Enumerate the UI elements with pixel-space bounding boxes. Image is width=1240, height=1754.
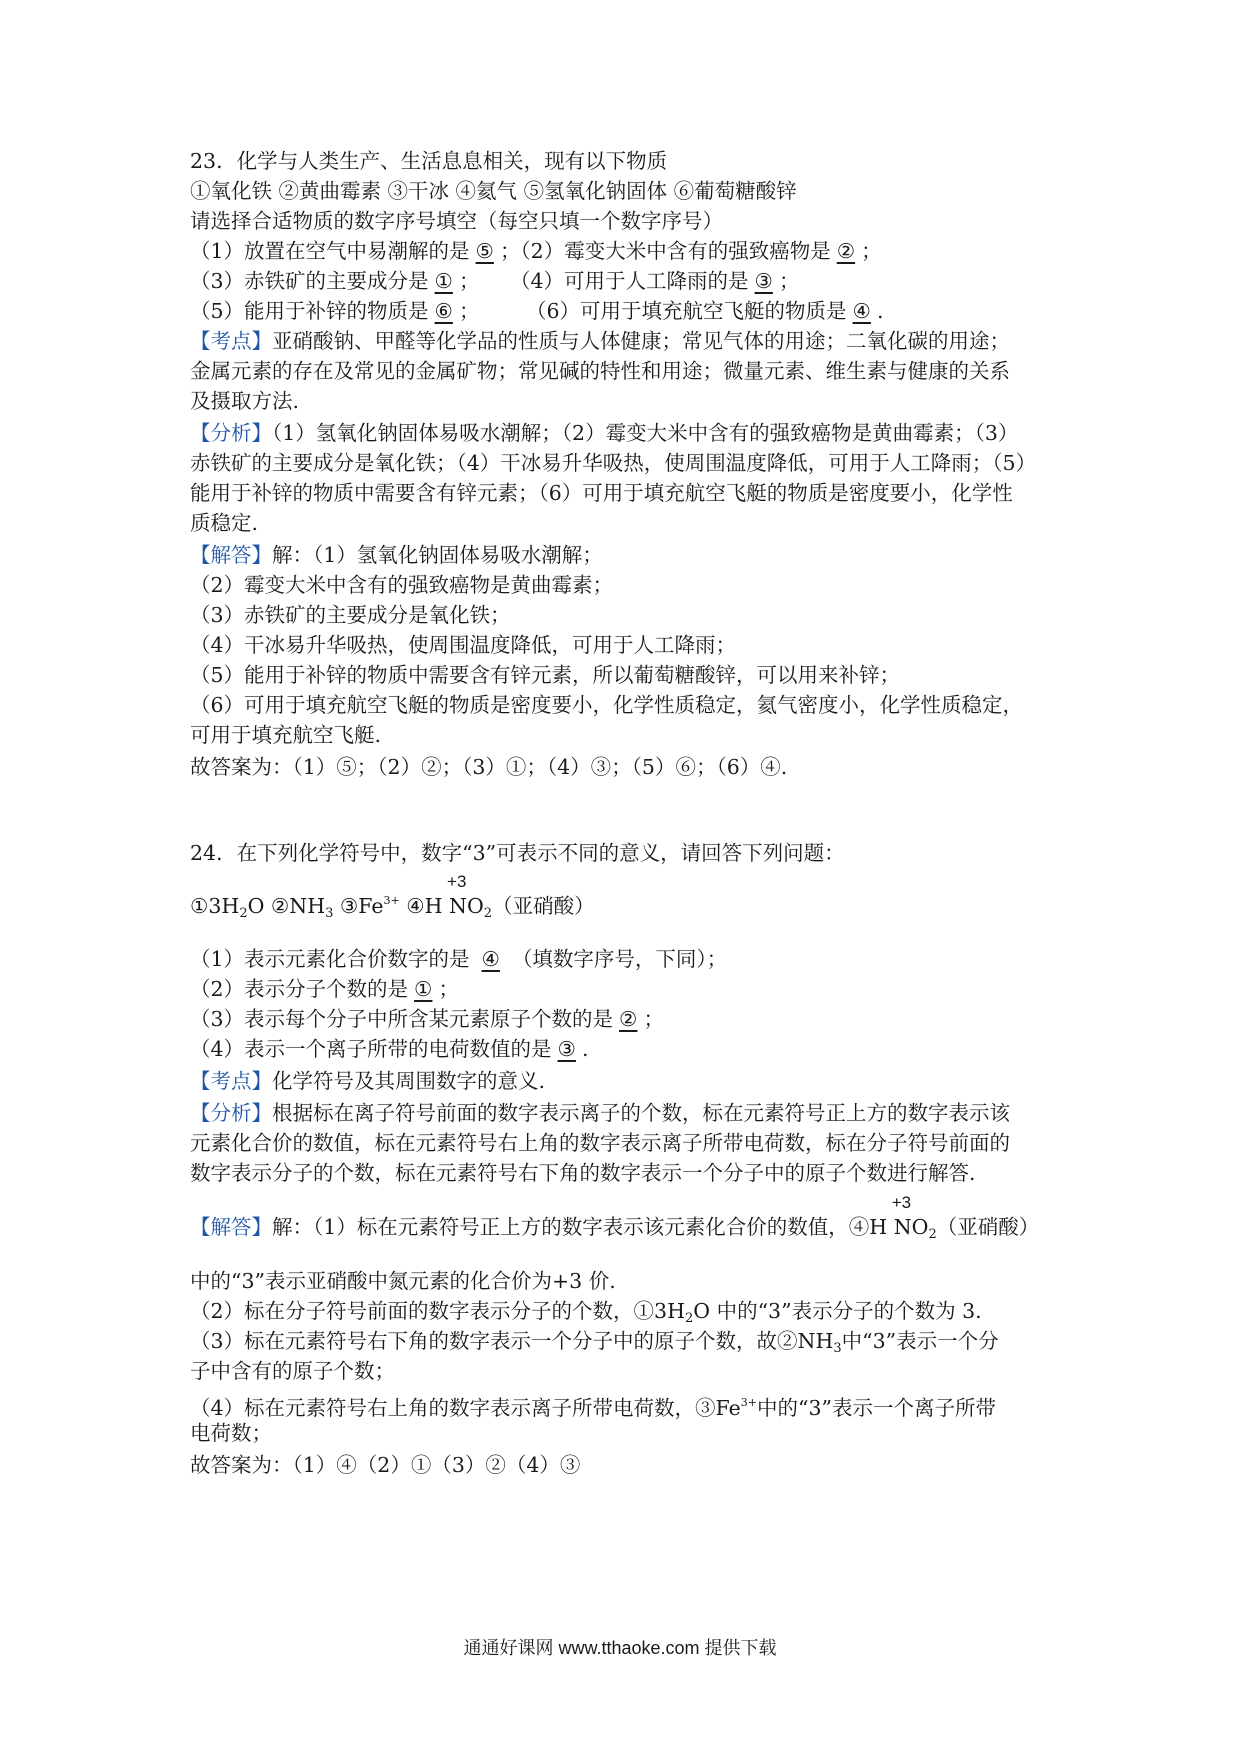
q24-jieda-line-5: 子中含有的原子个数；: [190, 1359, 395, 1383]
q24-jieda-6a: （4）标在元素符号右上角的数字表示离子所带电荷数，③Fe: [190, 1396, 741, 1420]
q24-fenxi-line-2: 元素化合价的数值，标在元素符号右上角的数字表示离子所带电荷数，标在分子符号前面的: [190, 1131, 1010, 1155]
q24-blank-line-4: [190, 1034, 588, 1064]
q23-punct: ；: [458, 269, 480, 293]
q23-punct: ；: [861, 239, 882, 263]
q24-symbol-3: ③Fe: [333, 894, 384, 918]
footer-watermark: 通通好课网 www.tthaoke.com 提供下载: [463, 1638, 777, 1658]
q23-jieda-line-1: [190, 540, 603, 570]
q24-symbol-4-n: [447, 872, 467, 921]
q24-jieda-6b: 中的“3”表示一个离子所带: [757, 1396, 997, 1420]
kaodian-tag: 【考点】: [190, 329, 272, 353]
jieda-tag: 【解答】: [190, 543, 272, 567]
q23-jieda-line-2: （2）霉变大米中含有的强致癌物是黄曲霉素；: [190, 573, 614, 597]
q23-kaodian-line-2: 金属元素的存在及常见的金属矿物；常见碱的特性和用途；微量元素、维生素与健康的关系: [190, 359, 1010, 383]
q24-jieda-line-2: 中的“3”表示亚硝酸中氮元素的化合价为+3 价.: [190, 1269, 616, 1293]
q24-q2-text: （2）表示分子个数的是: [190, 977, 409, 1001]
q23-fenxi-line-3: 能用于补锌的物质中需要含有锌元素；（6）可用于填充航空飞艇的物质是密度要小，化学性: [190, 481, 1013, 505]
q24-symbol-4: ④H: [399, 894, 450, 918]
q24-jieda-3a: （2）标在分子符号前面的数字表示分子的个数，①3H: [190, 1299, 685, 1323]
q24-jieda-6-sup: 3+: [740, 1396, 757, 1409]
q23-q3-text: （3）赤铁矿的主要成分是: [190, 269, 429, 293]
q23-blank-line-2b: [510, 266, 799, 296]
jieda-tag: 【解答】: [190, 1215, 272, 1239]
q24-symbol-1-sub: 2: [239, 906, 248, 921]
q24-answer: 故答案为：（1）④（2）①（3）②（4）③: [190, 1453, 581, 1477]
q24-blank-line-1: [190, 944, 727, 974]
q24-jieda-n: [891, 1193, 912, 1242]
q23-blank-line-3b: [526, 296, 883, 326]
q23-q4-text: （4）可用于人工降雨的是: [510, 269, 749, 293]
q23-punct: ；: [778, 269, 800, 293]
q24-blank-line-3: [190, 1004, 664, 1034]
q23-jieda-line-6: （6）可用于填充航空飞艇的物质是密度要小，化学性质稳定，氦气密度小，化学性质稳定，: [190, 693, 1024, 717]
q24-q2-end: ；: [438, 977, 459, 1001]
q24-jieda-line-1: [190, 1193, 1040, 1250]
q24-q1-text: （1）表示元素化合价数字的是: [190, 947, 470, 971]
q23-fenxi-line-1: [190, 418, 1018, 448]
q24-q1-end: （填数字序号，下同）；: [511, 947, 728, 971]
q23-q3-answer: ①: [434, 269, 453, 293]
q23-jieda-line-7: 可用于填充航空飞艇.: [190, 723, 382, 747]
q24-jieda-4b: 中“3”表示一个分: [841, 1329, 999, 1353]
q24-fenxi-line-3: 数字表示分子的个数，标在元素符号右下角的数字表示一个分子中的原子个数进行解答.: [190, 1161, 976, 1185]
q23-q6-answer: ④: [852, 299, 871, 323]
q23-kaodian-line-1: [190, 326, 1010, 356]
q23-blank-line-2: [190, 266, 479, 296]
q24-symbol-4-n-letter: N: [449, 894, 467, 918]
q24-symbol-2-sub: 3: [325, 906, 334, 921]
valence-plus3: +3: [447, 872, 467, 891]
q23-instruction: 请选择合适物质的数字序号填空（每空只填一个数字序号）: [190, 209, 723, 233]
q23-punct: .: [876, 299, 884, 323]
q24-jieda-line-6: [190, 1388, 996, 1423]
q24-q4-text: （4）表示一个离子所带的电荷数值的是: [190, 1037, 552, 1061]
q24-jieda-n-letter: N: [893, 1215, 912, 1239]
q24-q1-answer: ④: [481, 947, 500, 971]
q23-q2-text: ；（2）霉变大米中含有的强致癌物是: [499, 239, 831, 263]
q23-kaodian-text: 亚硝酸钠、甲醛等化学品的性质与人体健康；常见气体的用途；二氧化碳的用途；: [272, 329, 1010, 353]
q24-q3-end: ；: [643, 1007, 664, 1031]
q23-q5-text: （5）能用于补锌的物质是: [190, 299, 429, 323]
q24-symbol-3-sup: 3+: [383, 894, 400, 907]
q23-blank-line-3: [190, 296, 479, 326]
valence-plus3: +3: [891, 1193, 912, 1212]
q24-symbol-4-sub: 2: [483, 906, 493, 921]
q24-jieda-3-sub: 2: [684, 1311, 694, 1326]
q23-punct: ；: [458, 299, 480, 323]
q24-jieda-o: O: [911, 1215, 929, 1239]
fenxi-tag: 【分析】: [190, 421, 272, 445]
q23-fenxi-line-4: 质稳定.: [190, 511, 259, 535]
q24-title: 24．在下列化学符号中，数字“3”可表示不同的意义，请回答下列问题：: [190, 841, 845, 865]
q24-jieda-sub: 2: [928, 1227, 937, 1242]
q23-jieda-text: 解：（1）氢氧化钠固体易吸水潮解；: [272, 543, 603, 567]
q24-symbol-4-o: O: [466, 894, 484, 918]
q23-q5-answer: ⑥: [434, 299, 453, 323]
q24-jieda-4-sub: 3: [833, 1341, 842, 1356]
q24-jieda-line-7: 电荷数；: [190, 1421, 272, 1445]
q24-jieda-text: 解：（1）标在元素符号正上方的数字表示该元素化合价的数值，④H: [272, 1215, 894, 1239]
q24-blank-line-2: [190, 974, 459, 1004]
q23-title: 23．化学与人类生产、生活息息相关，现有以下物质: [190, 149, 668, 173]
q23-jieda-line-5: （5）能用于补锌的物质中需要含有锌元素，所以葡萄糖酸锌，可以用来补锌；: [190, 663, 901, 687]
q23-q6-text: （6）可用于填充航空飞艇的物质是: [526, 299, 847, 323]
q23-blank-line-1: [190, 236, 882, 266]
q23-answer: 故答案为：（1）⑤；（2）②；（3）①；（4）③；（5）⑥；（6）④.: [190, 755, 788, 779]
q24-symbols: [190, 872, 595, 929]
q23-fenxi-line-2: 赤铁矿的主要成分是氧化铁；（4）干冰易升华吸热，使周围温度降低，可用于人工降雨；（5）: [190, 451, 1037, 475]
q23-q1-answer: ⑤: [475, 239, 494, 263]
q24-q4-end: .: [581, 1037, 589, 1061]
q24-q4-answer: ③: [557, 1037, 576, 1061]
q23-kaodian-line-3: 及摄取方法.: [190, 389, 300, 413]
q23-q1-text: （1）放置在空气中易潮解的是: [190, 239, 470, 263]
q24-q3-answer: ②: [619, 1007, 638, 1031]
q23-jieda-line-4: （4）干冰易升华吸热，使周围温度降低，可用于人工降雨；: [190, 633, 737, 657]
q24-fenxi-text: 根据标在离子符号前面的数字表示离子的个数，标在元素符号正上方的数字表示该: [272, 1101, 1010, 1125]
q24-jieda-4a: （3）标在元素符号右下角的数字表示一个分子中的原子个数，故②NH: [190, 1329, 834, 1353]
q24-kaodian: [190, 1066, 545, 1096]
q23-items: ①氧化铁 ②黄曲霉素 ③干冰 ④氦气 ⑤氢氧化钠固体 ⑥葡萄糖酸锌: [190, 179, 797, 203]
fenxi-tag: 【分析】: [190, 1101, 272, 1125]
q24-kaodian-text: 化学符号及其周围数字的意义.: [272, 1069, 546, 1093]
q24-symbol-4-name: （亚硝酸）: [492, 894, 595, 918]
q24-fenxi-line-1: [190, 1098, 1010, 1128]
kaodian-tag: 【考点】: [190, 1069, 272, 1093]
q23-jieda-line-3: （3）赤铁矿的主要成分是氧化铁；: [190, 603, 511, 627]
q24-jieda-3b: O 中的“3”表示分子的个数为 3.: [693, 1299, 982, 1323]
q24-symbol-2: O ②NH: [247, 894, 326, 918]
q23-fenxi-text: （1）氢氧化钠固体易吸水潮解；（2）霉变大米中含有的强致癌物是黄曲霉素；（3）: [272, 421, 1019, 445]
q23-q2-answer: ②: [836, 239, 856, 263]
q24-symbol-1: ①3H: [190, 894, 240, 918]
q24-jieda-name: （亚硝酸）: [936, 1215, 1040, 1239]
q24-q3-text: （3）表示每个分子中所含某元素原子个数的是: [190, 1007, 614, 1031]
q23-q4-answer: ③: [754, 269, 773, 293]
q24-q2-answer: ①: [414, 977, 433, 1001]
